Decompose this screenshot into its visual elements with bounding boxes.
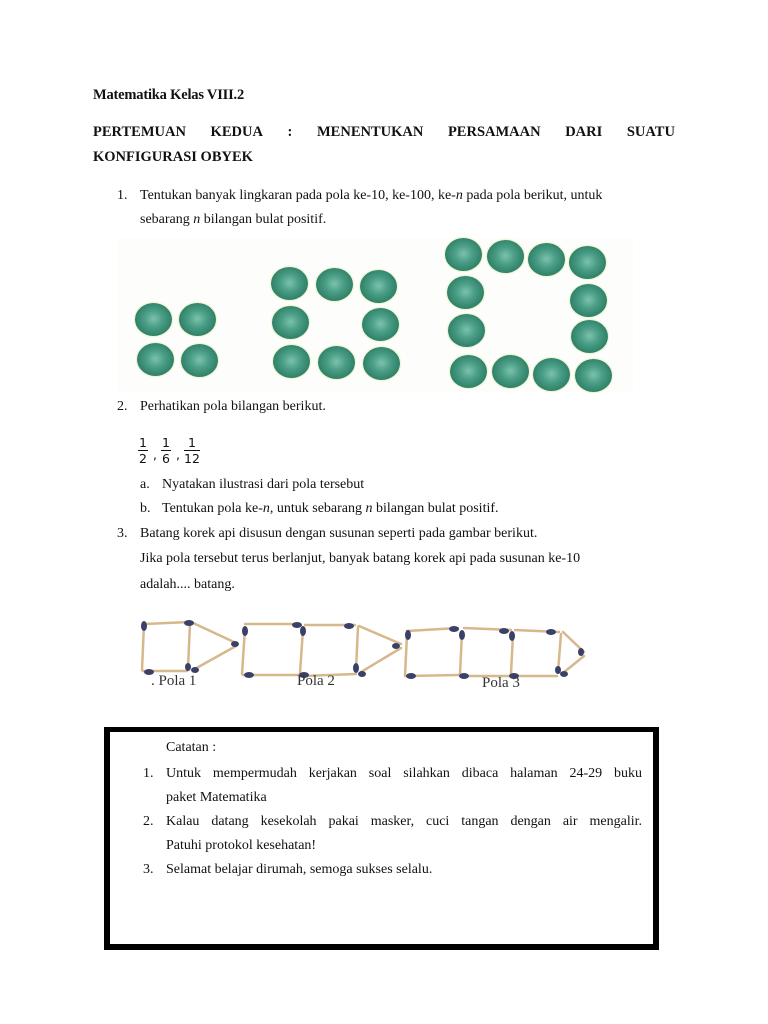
text: pada pola berikut, untuk [462,188,603,203]
note-3-number: 3. [143,862,154,877]
text: Tentukan pola ke- [162,501,263,516]
circle [273,345,310,378]
separator: , [153,447,157,462]
heading-word: PERTEMUAN [93,124,186,140]
pola-2-label: Pola 2 [297,673,335,689]
question-2-text: Perhatikan pola bilangan berikut. [140,399,326,414]
matchstick-figure [137,612,587,692]
question-3-number: 3. [117,526,128,541]
note-2-line1: Kalau datang kesekolah pakai masker, cuci tangan dengan air mengalir. [166,814,642,829]
circle [179,303,216,336]
circle [318,346,355,379]
circle [492,355,529,388]
heading-word: : [287,124,293,140]
note-1-line1: Untuk mempermudah kerjakan soal silahkan dibaca halaman 24-29 buku [166,766,642,781]
variable-n: n, [262,501,274,516]
question-1-line1 [140,188,602,204]
numerator: 1 [139,435,147,450]
note-2-line2: Patuhi protokol kesehatan! [166,838,317,853]
circle [360,270,397,303]
text: bilangan bulat positif. [200,212,327,227]
sub-item-b-label: b. [140,501,151,516]
sub-item-a-label: a. [140,477,150,492]
text: untuk sebarang [273,501,366,516]
notes-title: Catatan : [166,740,217,755]
sub-item-b-text [162,501,499,517]
fraction [138,435,148,467]
variable-n: n [193,212,201,227]
variable-n: n [455,188,463,203]
denominator: 2 [139,451,147,466]
variable-n: n [365,501,373,516]
note-1-line2: paket Matematika [166,790,267,805]
heading-word: PERSAMAAN [447,124,541,140]
text: bilangan bulat positif. [372,501,499,516]
question-3-line1: Batang korek api disusun dengan susunan seperti pada gambar berikut. [140,526,538,541]
circle [272,306,309,339]
text: Tentukan banyak lingkaran pada pola ke-10, ke-100, ke- [140,188,456,203]
numerator: 1 [184,435,200,451]
circle [450,355,487,388]
note-3-line1: Selamat belajar dirumah, semoga sukses selalu. [166,862,433,877]
question-3-line2: Jika pola tersebut terus berlanjut, banyak batang korek api pada susunan ke-10 [140,551,581,566]
heading-word: DARI [565,124,603,140]
circle [570,284,607,317]
section-heading-line1 [93,124,675,141]
circle [362,308,399,341]
note-2-number: 2. [143,814,154,829]
circle [363,347,400,380]
question-1-line2 [140,212,326,228]
pola-3-label: Pola 3 [482,675,520,691]
circle [571,320,608,353]
denominator: 12 [184,451,200,466]
circle [575,359,612,392]
circle [445,238,482,271]
question-1-number: 1. [117,188,128,203]
circle-pattern-figure [117,238,633,393]
circle [448,314,485,347]
circle [137,343,174,376]
circle [447,276,484,309]
section-heading-line2: KONFIGURASI OBYEK [93,149,253,165]
heading-word: MENENTUKAN [316,124,424,140]
circle [271,267,308,300]
denominator: 6 [162,451,170,466]
circle [487,240,524,273]
numerator: 1 [162,435,170,450]
question-2-number: 2. [117,399,128,414]
separator: , [176,447,180,462]
notes-box [104,727,659,950]
circle [528,243,565,276]
question-3-line3: adalah.... batang. [140,577,235,592]
document-title: Matematika Kelas VIII.2 [93,87,244,103]
heading-word: SUATU [626,124,675,140]
fraction [161,435,171,467]
sub-item-a-text: Nyatakan ilustrasi dari pola tersebut [162,477,365,492]
heading-word: KEDUA [210,124,263,140]
pola-1-label: . Pola 1 [151,673,197,689]
circle [569,246,606,279]
circle [135,303,172,336]
fraction [184,435,200,467]
circle [316,268,353,301]
circle [181,344,218,377]
note-1-number: 1. [143,766,154,781]
text: sebarang [140,212,194,227]
circle [533,358,570,391]
